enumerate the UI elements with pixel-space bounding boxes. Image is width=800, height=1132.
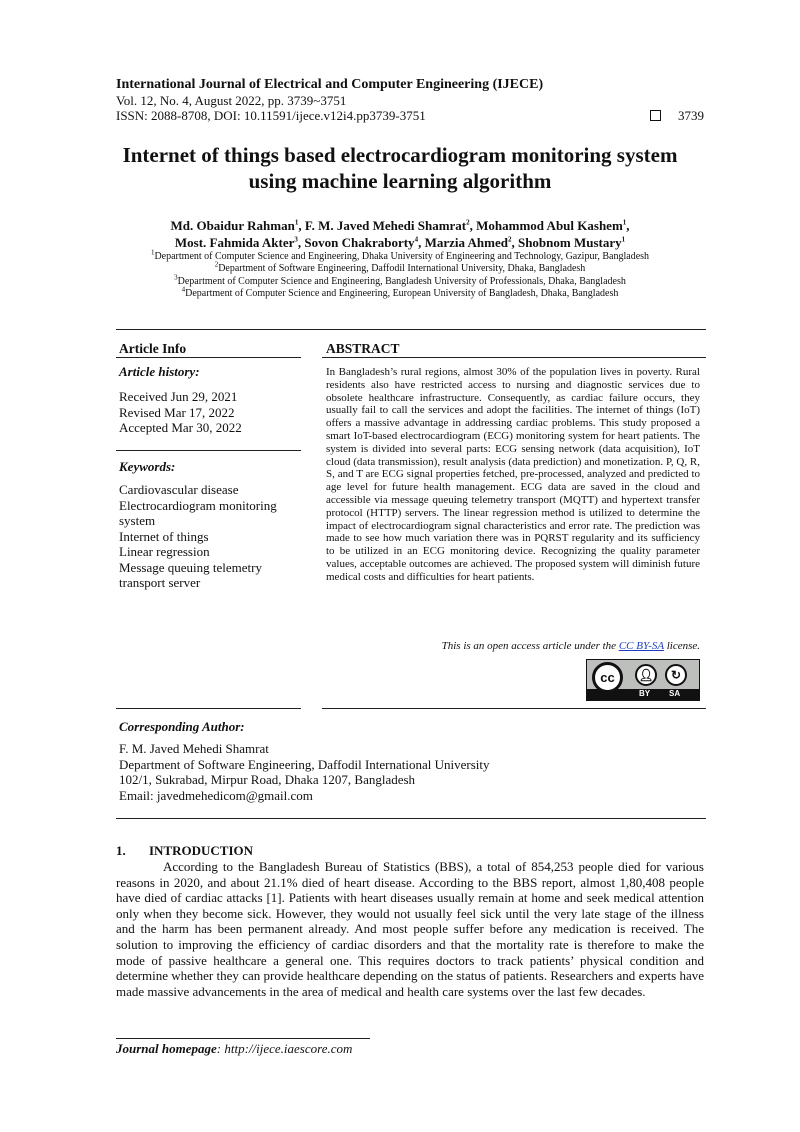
issn-doi: ISSN: 2088-8708, DOI: 10.11591/ijece.v12i4.pp3739-3751 [116, 108, 426, 123]
affiliation-sup: 3 [174, 273, 178, 282]
divider [322, 357, 706, 358]
attribution-icon: 👤︎ [635, 664, 657, 686]
page-number: 3739 [678, 108, 704, 123]
author-name: F. M. Javed Mehedi Shamrat [304, 218, 467, 233]
abstract-text: In Bangladesh’s rural regions, almost 30% of the population lives in poverty. Rural residents also have restricted access to nursing and diagnostic services due to obsolete healthcare infrastructure. Consequently, as cardiac failure occurs, they usually fail to call the services and adopt the facilities. The internet of things (IoT) offers a massive advantage in addressing cardiac problems. This study proposed a smart IoT-based electrocardiogram (ECG) monitoring system for heart patients. The system is divided into several parts: ECG sensing network (data acquisition), IoT cloud (data transmission), result analysis (data prediction) and monetization. P, Q, R, S, and T are ECG signal properties fetched, pre-processed, analyzed and predicted to age level for future health management. ECG data are saved in the cloud and accessible via message queuing telemetry transport (MQTT) and hypertext transfer protocol (HTTP) servers. The linear regression method is utilized to determine the impact of electrocardiogram signal characteristics and error rate. The prediction was made to see how much variation there was in PQRST regularity and its sufficiency to be utilized in an ECG monitoring device. Recognizing the quality parameter values, acceptable outcomes are achieved. The proposed system will diminish future medical costs and difficulties for heart patients. [326, 366, 700, 583]
divider [116, 357, 301, 358]
keyword-item: Message queuing telemetry [119, 559, 262, 575]
author-sup: 1 [294, 218, 299, 227]
affiliation-sup: 2 [214, 260, 219, 269]
corresponding-address: 102/1, Sukrabad, Mirpur Road, Dhaka 1207, Bangladesh [119, 772, 416, 787]
keyword-item: Cardiovascular disease [119, 482, 239, 497]
section-rule [116, 818, 706, 819]
affiliation-text: Department of Software Engineering, Daffodil International University, Dhaka, Bangladesh [218, 263, 586, 275]
paper-title [80, 142, 720, 194]
creative-commons-icon: cc [592, 662, 623, 693]
keyword-item: Linear regression [119, 544, 210, 559]
affiliation-text: Department of Computer Science and Engineering, Dhaka University of Engineering and Technology, Gazipur, Bangladesh [154, 251, 650, 262]
author-sup: 2 [466, 218, 470, 227]
history-heading: Article history: [119, 364, 200, 379]
homepage-label: Journal homepage [116, 1041, 217, 1056]
affiliation-list [60, 248, 740, 300]
license-line [326, 640, 700, 652]
corresponding-heading: Corresponding Author: [119, 719, 245, 734]
volume-info: Vol. 12, No. 4, August 2022, pp. 3739~3751 [116, 93, 347, 108]
author-name: Marzia Ahmed [424, 235, 508, 250]
affiliation-sup: 1 [150, 248, 155, 257]
affiliation-sup: 4 [181, 285, 186, 294]
affiliation [60, 285, 740, 300]
revised-date: Revised Mar 17, 2022 [119, 404, 235, 420]
corresponding-details [119, 741, 490, 803]
affiliation-text: Department of Computer Science and Engineering, European University of Bangladesh, Dhaka, Bangladesh [185, 287, 619, 299]
badge-sa-label: SA [669, 689, 681, 698]
accepted-date: Accepted Mar 30, 2022 [119, 420, 242, 435]
journal-name: International Journal of Electrical and Computer Engineering (IJECE) [116, 77, 544, 92]
footer-rule [116, 1038, 370, 1039]
affiliation-text: Department of Computer Science and Engineering, Bangladesh University of Professionals, Dhaka, Bangladesh [177, 275, 626, 287]
author-sup: 1 [622, 218, 627, 227]
keyword-item: transport server [119, 575, 201, 590]
keyword-item: Electrocardiogram monitoring [119, 497, 277, 513]
author-name: Shobnom Mustary [517, 235, 622, 250]
author-name: Md. Obaidur Rahman [170, 218, 295, 233]
keyword-item: Internet of things [119, 528, 209, 544]
title-line-2: using machine learning algorithm [248, 169, 552, 193]
divider [116, 708, 301, 709]
keyword-item: system [119, 513, 156, 528]
intro-heading [116, 843, 253, 859]
corresponding-email[interactable]: Email: javedmehedicom@gmail.com [119, 787, 313, 803]
intro-paragraph [116, 859, 704, 999]
homepage-url[interactable]: : http://ijece.iaescore.com [216, 1041, 353, 1056]
journal-homepage [116, 1041, 352, 1057]
affiliation [60, 260, 740, 275]
author-list [80, 217, 720, 251]
keywords-heading: Keywords: [119, 459, 176, 474]
keyword-list [119, 482, 277, 591]
affiliation [60, 273, 740, 288]
corresponding-name: F. M. Javed Mehedi Shamrat [119, 741, 269, 756]
author-line-2: Most. Fahmida Akter$^3$, Sovon Chakraborty$^4$, Marzia Ahmed$^2$, Shobnom Mustary$^1$ [174, 235, 626, 250]
section-title: INTRODUCTION [149, 843, 254, 858]
intro-text: According to the Bangladesh Bureau of Statistics (BBS), a total of 854,253 people died for various reasons in 2020, and about 21.1% died of heart disease. According to the BBS report, almost 1,80,408 people have died of cardiac attacks [1]. Patients with heart diseases usually remain at home and seek medical attention only when they become sick. However, they would not usually feel sick until the very late stage of the illness and the harm has been permanent already. And most people suffer before any medication is received. The solution to improving the efficiency of cardiac disorders and that the mortality rate is therefore to make the mode of passive healthcare a general one. This requires doctors to track patients’ physical condition and determine whether they can provide healthcare depending on the status of patients. Researchers and experts have made massive advancements in the area of medical and health care systems over the last few decades. [116, 859, 704, 999]
section-number: 1. [116, 843, 126, 858]
corresponding-dept: Department of Software Engineering, Daffodil International University [119, 756, 490, 772]
license-link[interactable]: CC BY-SA [618, 640, 664, 652]
share-alike-icon: ↻ [665, 664, 687, 686]
author-sup: 1 [621, 235, 626, 244]
section-rule [116, 329, 706, 330]
license-prefix: This is an open access article under the [441, 640, 619, 652]
received-date: Received Jun 29, 2021 [119, 389, 238, 404]
author-sup: 2 [507, 235, 512, 244]
cc-by-sa-badge[interactable] [586, 659, 700, 701]
divider [322, 708, 706, 709]
license-suffix: license. [663, 640, 700, 652]
divider [116, 450, 301, 451]
author-name: Sovon Chakraborty [304, 235, 415, 250]
article-info-heading: Article Info [119, 341, 187, 356]
history-dates [119, 389, 242, 436]
square-icon [650, 110, 661, 121]
affiliation [60, 248, 740, 263]
author-line-1: Md. Obaidur Rahman$^1$, F. M. Javed Mehedi Shamrat$^2$, Mohammod Abul Kashem$^1$, [170, 218, 630, 233]
author-name: Mohammod Abul Kashem [476, 218, 623, 233]
abstract-heading: ABSTRACT [326, 341, 400, 356]
author-name: Most. Fahmida Akter [174, 235, 295, 250]
author-sup: 4 [414, 235, 419, 244]
badge-by-label: BY [639, 689, 651, 698]
author-sup: 3 [294, 235, 298, 244]
title-line-1: Internet of things based electrocardiogram monitoring system [122, 143, 678, 167]
